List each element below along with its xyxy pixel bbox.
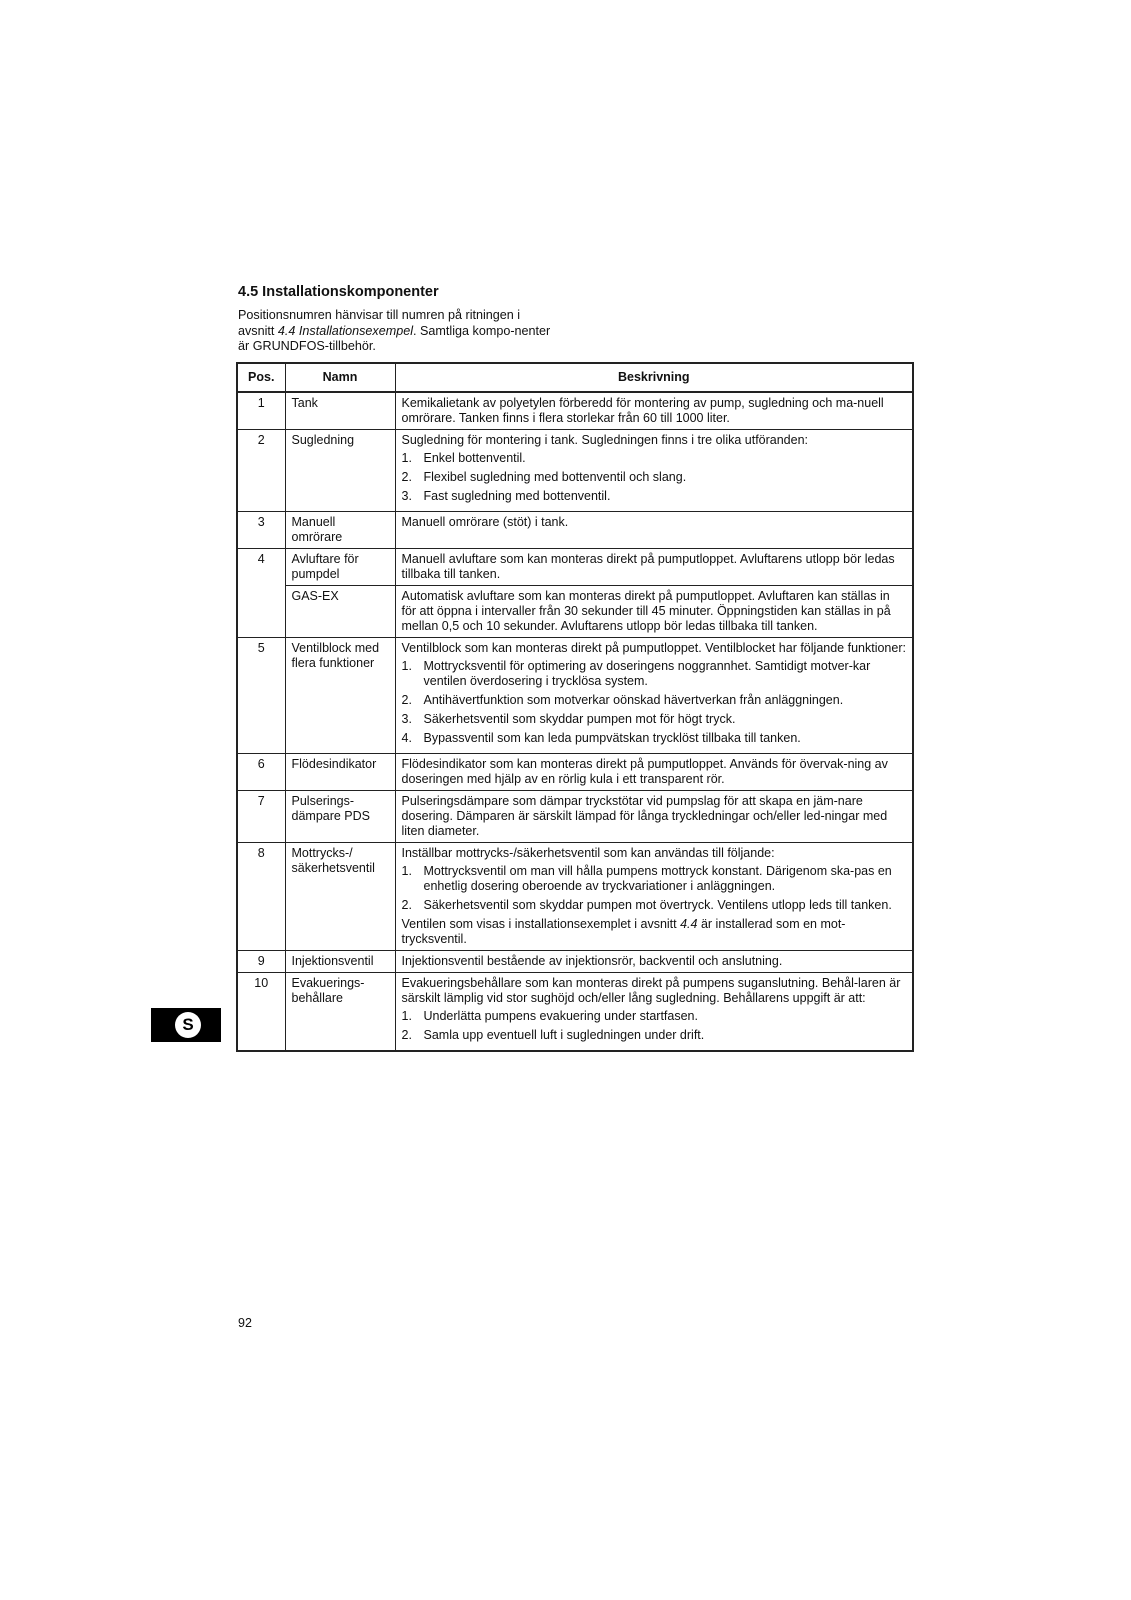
desc-list [402, 1009, 907, 1043]
components-table [236, 362, 914, 1052]
row-name: Mottrycks-/ säkerhetsventil [285, 843, 395, 951]
row-name: Evakuerings-behållare [285, 973, 395, 1052]
table-row [237, 843, 913, 951]
section-reference: 4.4 Installationsexempel [277, 323, 414, 338]
row-name: GAS-EX [285, 586, 395, 638]
row-pos: 8 [237, 843, 285, 951]
table-row [237, 951, 913, 973]
section-heading: 4.5 Installationskomponenter [238, 284, 439, 300]
row-desc: Kemikalietank av polyetylen förberedd för montering av pump, sugledning och ma-nuell omrörare. Tanken finns i flera storlekar från 60 till 1000 liter. [395, 392, 913, 430]
row-pos: 2 [237, 430, 285, 512]
list-item: 2. Samla upp eventuell luft i sugledningen under drift. [401, 1028, 705, 1042]
table-row [237, 392, 913, 430]
list-item: 2. Flexibel sugledning med bottenventil och slang. [401, 470, 687, 484]
list-item: 3. Säkerhetsventil som skyddar pumpen mot för högt tryck. [401, 712, 736, 726]
list-item: 3. Fast sugledning med bottenventil. [401, 489, 611, 503]
row-pos: 1 [237, 392, 285, 430]
row-pos: 6 [237, 754, 285, 791]
row-name: Tank [285, 392, 395, 430]
row-desc: Inställbar mottrycks-/säkerhetsventil som kan användas till följande: 1. Mottrycksventil om man vill hålla pumpens mottryck konstant. Därigenom ska-pas en enhetlig dosering oberoende av tryckvariationer i anläggningen. 2. Säkerhetsventil som skyddar pumpen mot övertryck. Ventilens utlopp leds till tanken. Ventilen som visas i installationsexemplet i avsnitt 4.4 är installerad som en mot-trycksventil. [395, 843, 913, 951]
row-name: Pulserings-dämpare PDS [285, 791, 395, 843]
row-pos: 3 [237, 512, 285, 549]
section-intro: Positionsnumren hänvisar till numren på ritningen i avsnitt 4.4 Installationsexempel. Samtliga kompo-nenter är GRUNDFOS-tillbehör. [238, 308, 551, 353]
row-pos: 7 [237, 791, 285, 843]
desc-list [402, 659, 907, 746]
desc-note: Ventilen som visas i installationsexemplet i avsnitt 4.4 är installerad som en mot-trycksventil. [401, 917, 846, 946]
row-desc: Injektionsventil bestående av injektionsrör, backventil och anslutning. [395, 951, 913, 973]
table-row [237, 791, 913, 843]
list-item: 2. Säkerhetsventil som skyddar pumpen mot övertryck. Ventilens utlopp leds till tanken. [401, 898, 892, 912]
row-name: Flödesindikator [285, 754, 395, 791]
language-tab-label: S [175, 1012, 201, 1038]
row-name: Avluftare för pumpdel [285, 549, 395, 586]
list-item: 2. Antihävertfunktion som motverkar oönskad hävertverkan från anläggningen. [401, 693, 844, 707]
table-row [237, 973, 913, 1052]
table-row [237, 638, 913, 754]
list-item: 1. Enkel bottenventil. [401, 451, 526, 465]
page-number: 92 [238, 1316, 252, 1330]
table-row [237, 754, 913, 791]
table-row [237, 586, 913, 638]
desc-list [402, 864, 907, 913]
language-tab [151, 1008, 221, 1042]
row-desc: Evakueringsbehållare som kan monteras direkt på pumpens suganslutning. Behål-laren är särskilt lämplig vid stor sughöjd och/eller lång sugledning. Behållarens uppgift är att: 1. Underlätta pumpens evakuering under startfasen. 2. Samla upp eventuell luft i sugledningen under drift. [395, 973, 913, 1052]
row-name: Injektionsventil [285, 951, 395, 973]
row-name: Ventilblock med flera funktioner [285, 638, 395, 754]
row-pos: 10 [237, 973, 285, 1052]
row-pos: 5 [237, 638, 285, 754]
row-desc: Manuell avluftare som kan monteras direkt på pumputloppet. Avluftarens utlopp bör ledas tillbaka till tanken. [395, 549, 913, 586]
row-desc: Manuell omrörare (stöt) i tank. [395, 512, 913, 549]
table-row [237, 549, 913, 586]
list-item: 4. Bypassventil som kan leda pumpvätskan trycklöst tillbaka till tanken. [401, 731, 801, 745]
row-name: Sugledning [285, 430, 395, 512]
row-desc: Flödesindikator som kan monteras direkt på pumputloppet. Används för övervak-ning av doseringen med hjälp av en rörlig kula i ett transparent rör. [395, 754, 913, 791]
desc-list [402, 451, 907, 504]
header-name: Namn [285, 363, 395, 392]
row-desc: Automatisk avluftare som kan monteras direkt på pumputloppet. Avluftaren kan ställas in för att öppna i intervaller från 30 sekunder till 45 minuter. Öppningstiden kan ställas in på mellan 0,5 och 10 sekunder. Avluftarens utlopp bör ledas tillbaka till tanken. [395, 586, 913, 638]
table-row [237, 430, 913, 512]
header-pos: Pos. [237, 363, 285, 392]
table-row [237, 512, 913, 549]
list-item: 1. Mottrycksventil för optimering av doseringens noggrannhet. Samtidigt motver-kar ventilen överdosering i trycklösa system. [401, 659, 871, 688]
row-pos: 4 [237, 549, 285, 638]
row-desc: Pulseringsdämpare som dämpar tryckstötar vid pumpslag för att skapa en jäm-nare dosering. Dämparen är särskilt lämpad för långa tryckledningar och/eller led-ningar med liten diameter. [395, 791, 913, 843]
row-pos: 9 [237, 951, 285, 973]
list-item: 1. Underlätta pumpens evakuering under startfasen. [401, 1009, 698, 1023]
row-name: Manuell omrörare [285, 512, 395, 549]
list-item: 1. Mottrycksventil om man vill hålla pumpens mottryck konstant. Därigenom ska-pas en enhetlig dosering oberoende av tryckvariationer i anläggningen. [401, 864, 892, 893]
header-desc: Beskrivning [395, 363, 913, 392]
table-header-row [237, 363, 913, 392]
row-desc: Sugledning för montering i tank. Sugledningen finns i tre olika utföranden: 1. Enkel bottenventil. 2. Flexibel sugledning med bottenventil och slang. 3. Fast sugledning med bottenventil. [395, 430, 913, 512]
row-desc: Ventilblock som kan monteras direkt på pumputloppet. Ventilblocket har följande funktioner: 1. Mottrycksventil för optimering av doseringens noggrannhet. Samtidigt motver-kar ventilen överdosering i trycklösa system. 2. Antihävertfunktion som motverkar oönskad hävertverkan från anläggningen. 3. Säkerhetsventil som skyddar pumpen mot för högt tryck. 4. Bypassventil som kan leda pumpvätskan trycklöst tillbaka till tanken. [395, 638, 913, 754]
